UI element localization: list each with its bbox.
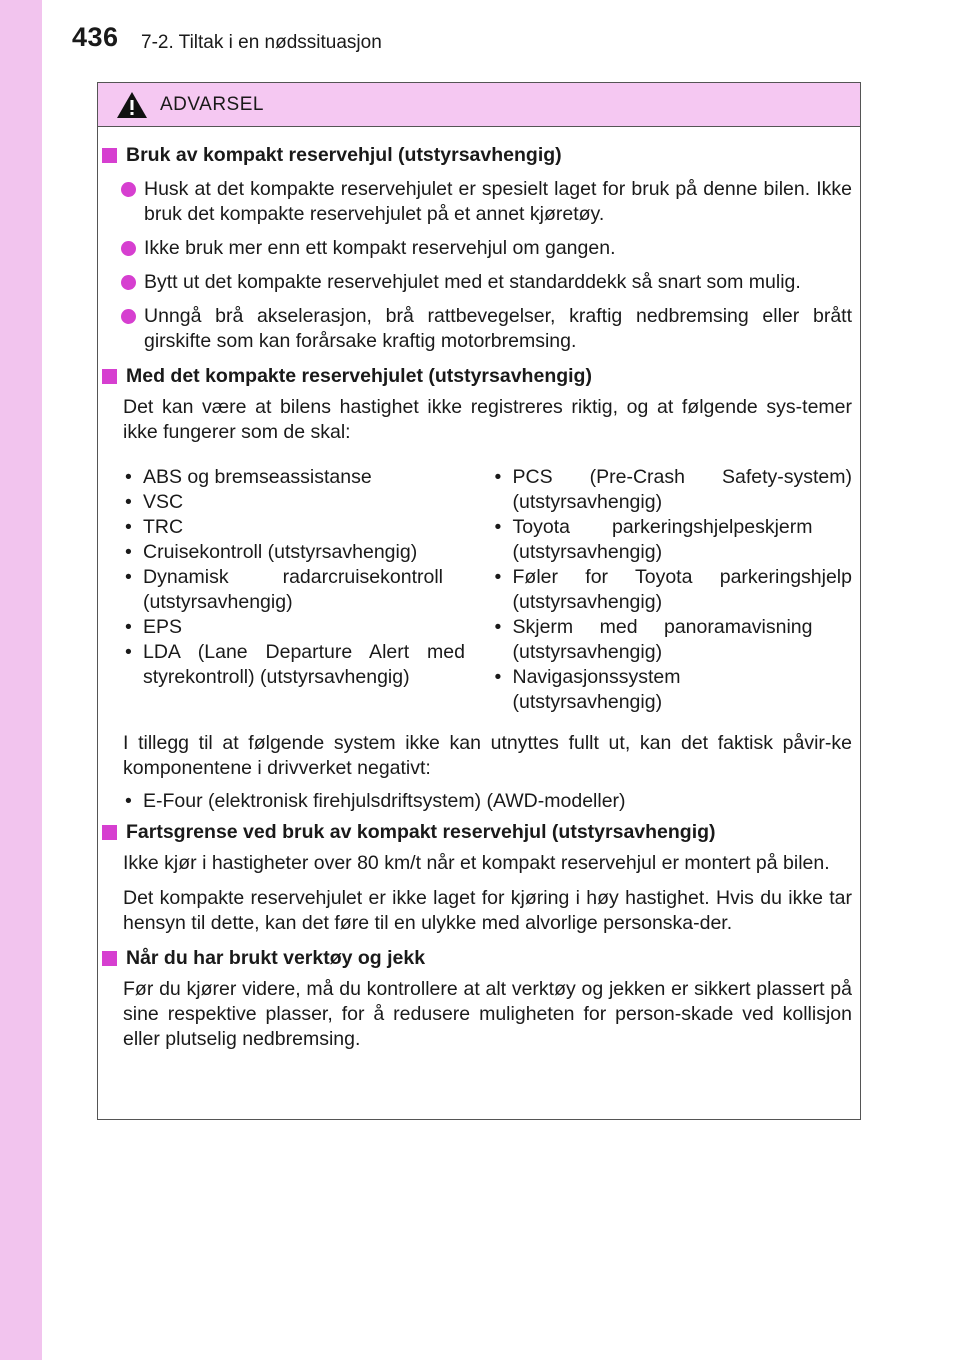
list-item: • VSC — [123, 490, 493, 515]
heading-text: Når du har brukt verktøy og jekk — [126, 947, 426, 969]
list-item: • Føler for Toyota parkeringshjelp (utstyrsavhengig) — [493, 565, 853, 615]
heading-text: Med det kompakte reservehjulet (utstyrsavhengig) — [126, 365, 592, 387]
warning-box — [97, 82, 861, 1120]
warning-header — [98, 83, 860, 127]
paragraph: Før du kjører videre, må du kontrollere at alt verktøy og jekken er sikkert plassert på sine respektive plasser, for å redusere muligheten for person-skade ved kollisjon eller plutselig nedbremsing. — [123, 978, 852, 1050]
square-bullet-icon — [102, 825, 117, 840]
list-item: • E-Four (elektronisk firehjulsdriftsystem) (AWD-modeller) — [98, 789, 852, 814]
paragraph: Ikke kjør i hastigheter over 80 km/t når et kompakt reservehjul er montert på bilen. — [123, 852, 830, 874]
list-item — [98, 177, 852, 227]
bullet-text: Ikke bruk mer enn ett kompakt reservehjul om gangen. — [144, 237, 616, 259]
list-item: • PCS (Pre-Crash Safety-system) (utstyrsavhengig) — [493, 465, 853, 515]
section-heading — [98, 820, 852, 845]
circle-bullet-icon — [121, 182, 136, 197]
list-item: • ABS og bremseassistanse — [123, 465, 493, 490]
list-item: • Dynamisk radarcruisekontroll (utstyrsavhengig) — [123, 565, 443, 615]
system-list-right — [493, 465, 853, 715]
heading-text: Bruk av kompakt reservehjul (utstyrsavhengig) — [126, 144, 562, 166]
warning-label: ADVARSEL — [160, 94, 264, 115]
section-heading — [98, 946, 852, 971]
bullet-text: Bytt ut det kompakte reservehjulet med et standarddekk så snart som mulig. — [144, 271, 801, 293]
list-item: • Skjerm med panoramavisning (utstyrsavhengig) — [493, 615, 813, 665]
page-number: 436 — [72, 22, 119, 52]
list-item — [98, 304, 852, 354]
section-title: 7-2. Tiltak i en nødssituasjon — [141, 32, 382, 53]
paragraph: Det kan være at bilens hastighet ikke registreres riktig, og at følgende sys-temer ikke fungerer som de skal: — [123, 396, 852, 443]
circle-bullet-icon — [121, 241, 136, 256]
bullet-text: Unngå brå akselerasjon, brå rattbevegelser, kraftig nedbremsing eller brått girskifte som kan forårsake kraftig motorbremsing. — [144, 305, 852, 352]
paragraph: Det kompakte reservehjulet er ikke laget for kjøring i høy hastighet. Hvis du ikke tar hensyn til dette, kan det føre til en ulykke med alvorlige personska-der. — [123, 887, 852, 934]
list-item: • Cruisekontroll (utstyrsavhengig) — [123, 540, 493, 565]
warning-triangle-icon — [116, 91, 148, 119]
list-item — [98, 236, 852, 261]
square-bullet-icon — [102, 369, 117, 384]
list-item: • Toyota parkeringshjelpeskjerm (utstyrsavhengig) — [493, 515, 813, 565]
list-item: • LDA (Lane Departure Alert med styrekontroll) (utstyrsavhengig) — [123, 640, 465, 690]
list-item: • EPS — [123, 615, 493, 640]
circle-bullet-icon — [121, 309, 136, 324]
warning-content — [98, 127, 860, 1052]
square-bullet-icon — [102, 148, 117, 163]
section-heading — [98, 143, 852, 168]
circle-bullet-icon — [121, 275, 136, 290]
system-list-columns — [98, 465, 852, 715]
bullet-text: Husk at det kompakte reservehjulet er spesielt laget for bruk på denne bilen. Ikke bruk det kompakte reservehjulet på et annet kjøretøy. — [144, 178, 852, 225]
square-bullet-icon — [102, 951, 117, 966]
system-list-left — [123, 465, 493, 715]
list-item: • Navigasjonssystem (utstyrsavhengig) — [493, 665, 713, 715]
list-item — [98, 270, 852, 295]
side-color-bar — [0, 0, 42, 1360]
paragraph: I tillegg til at følgende system ikke kan utnyttes fullt ut, kan det faktisk påvir-ke komponentene i drivverket negativt: — [123, 732, 852, 779]
list-item: • TRC — [123, 515, 493, 540]
section-heading — [98, 364, 852, 389]
heading-text: Fartsgrense ved bruk av kompakt reservehjul (utstyrsavhengig) — [126, 821, 716, 843]
